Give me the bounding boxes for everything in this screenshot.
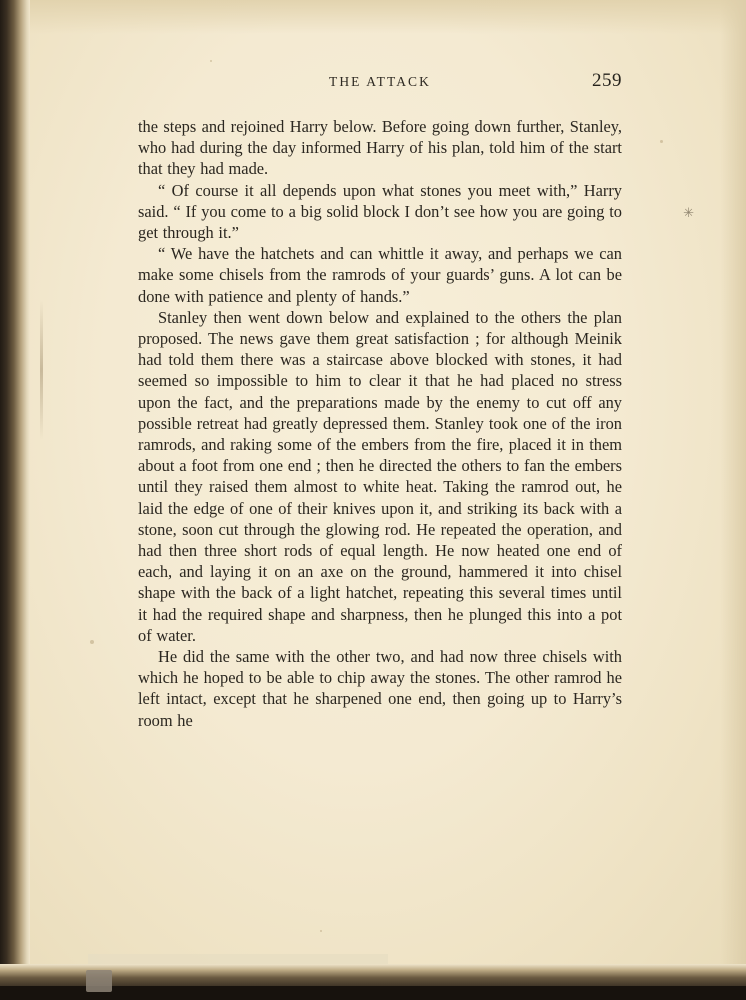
running-head-title: THE ATTACK [328, 74, 432, 89]
paragraph: the steps and rejoined Harry below. Before going down further, Stanley, who had during the day informed Harry of his plan, told him of the start that they had made. [138, 117, 622, 179]
paper-crease [40, 300, 43, 440]
page-right-shadow [720, 0, 746, 966]
paper-speck [320, 930, 322, 932]
running-head [138, 70, 622, 100]
paper-speck [210, 60, 212, 62]
page-content [138, 70, 622, 731]
page-bottom-edge [88, 954, 388, 964]
paragraph: He did the same with the other two, and had now three chisels with which he hoped to be able to chip away the stones. The other ramrod he left intact, except that he sharpened one end, then going up to Harry’s room he [138, 647, 622, 730]
paragraph: Stanley then went down below and explained to the others the plan proposed. The news gave them great satisfaction ; for although Meinik had told them there was a staircase above blocked with stones, it had seemed so impossible to him to clear it that he had placed no stress upon the fact, and the preparations made by the enemy to cut off any possible retreat had greatly depressed them. Stanley took one of the iron ramrods, and raking some of the embers from the fire, placed it in them about a foot from one end ; then he directed the others to fan the embers until they raised them almost to white heat. Taking the ramrod out, he laid the edge of one of their knives upon it, and striking its back with a stone, soon cut through the glowing rod. He repeated the operation, and had then three short rods of equal length. He now heated one end of each, and laying it on an axe on the ground, hammered it into chisel shape with the back of a light hatchet, repeating this several times until it had the required shape and sharpness, then he plunged this into a pot of water. [138, 307, 622, 645]
margin-mark: ✳ [683, 205, 694, 220]
book-gutter-left [0, 0, 30, 1000]
page-top-shadow [28, 0, 746, 34]
body-text [138, 116, 622, 731]
paragraph: “ We have the hatchets and can whittle it away, and perhaps we can make some chisels from the ramrods of your guards’ guns. A lot can be done with patience and plenty of hands.” [138, 244, 622, 306]
paper-speck [90, 640, 94, 644]
binding-clip [86, 970, 112, 992]
page-number: 259 [592, 70, 622, 91]
paragraph: “ Of course it all depends upon what stones you meet with,” Harry said. “ If you come to a big solid block I don’t see how you are going to get through it.” [138, 180, 622, 243]
paper-speck [660, 140, 663, 143]
